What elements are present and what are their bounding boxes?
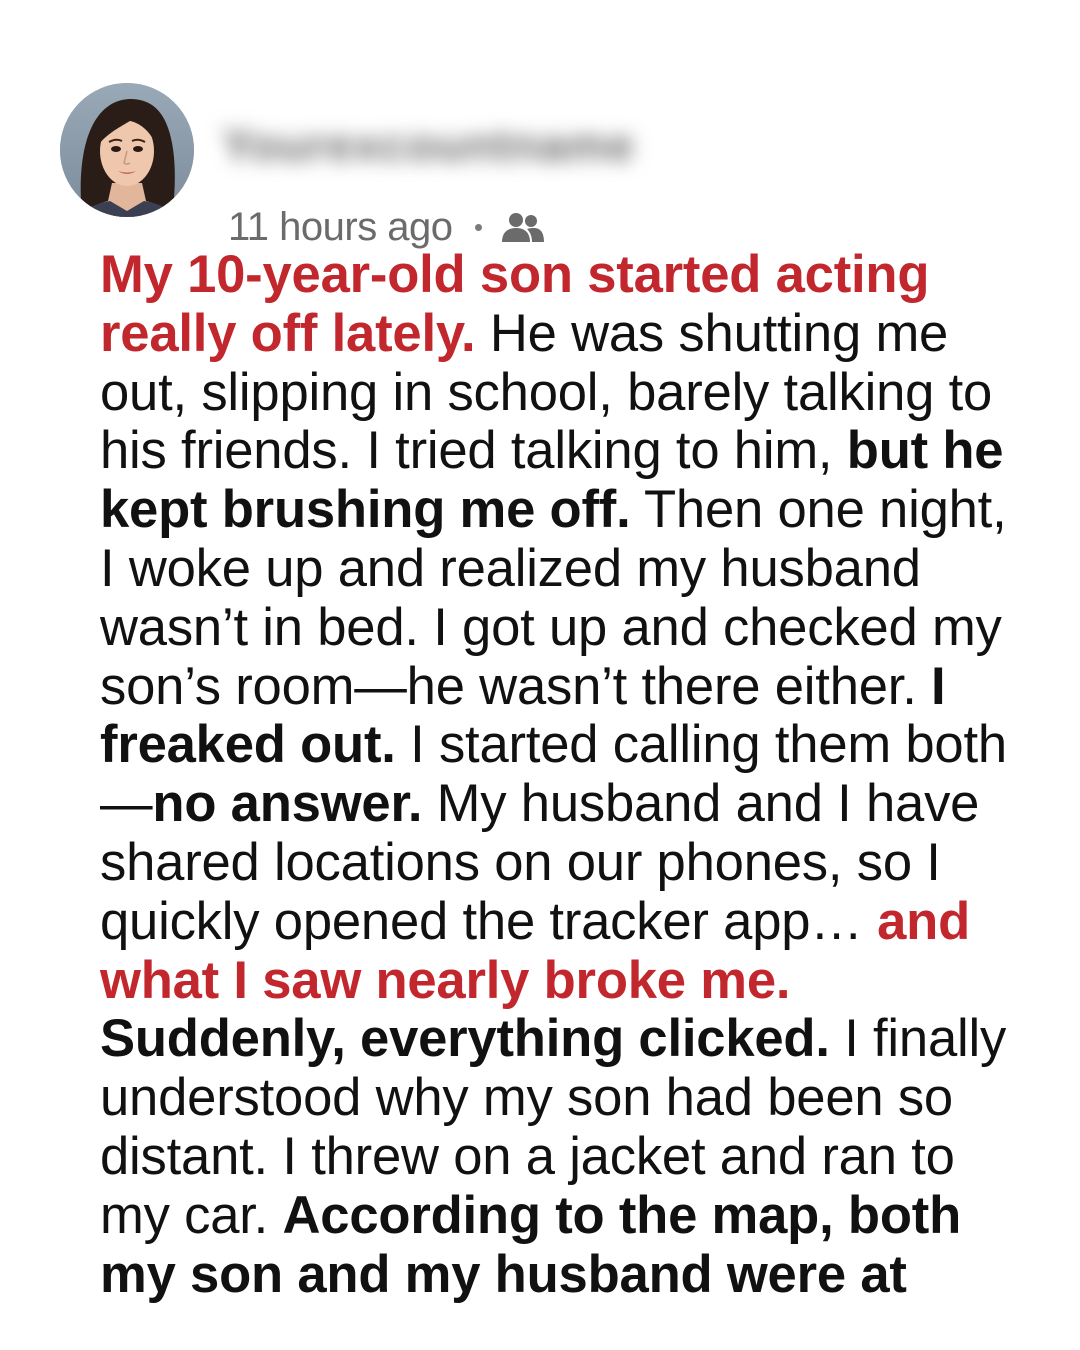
story-segment-normal: He was shutting me out, slipping in school, barely talking to his friends. I tried talking to him, [100,303,993,481]
story-segment-red: My 10-year-old son started acting really off lately. [100,245,930,363]
woman-portrait-avatar-icon [60,83,194,217]
story-segment-bold: but he kept brushing me off. [100,421,1004,540]
story-segment-bold: no answer. [152,774,423,834]
story-segment-bold: I freaked out. [100,656,946,775]
post-meta [228,203,546,251]
story-segment-red: and what I saw nearly broke me. [100,891,971,1010]
story-segment-normal: I started calling them both— [100,715,1007,834]
story-segment-normal: Then one night, I woke up and realized my husband wasn’t in bed. I got up and checked my son’s room—he wasn’t there either. [100,480,1007,716]
author-name[interactable]: Yourexcountname [222,119,635,171]
avatar[interactable] [60,83,194,217]
separator-dot [475,224,482,231]
story-segment-bold: According to the map, both my son and my husband were at [100,1185,962,1304]
story-segment-bold: Suddenly, everything clicked. [100,1009,830,1069]
post-timestamp[interactable]: 11 hours ago [228,204,453,249]
post-header [0,0,1080,260]
friends-icon[interactable] [498,210,546,244]
post-story-text [100,246,1030,1304]
story-segment-normal: I finally understood why my son had been so distant. I threw on a jacket and ran to my car. [100,1009,1007,1245]
story-segment-normal: My husband and I have shared locations on our phones, so I quickly opened the tracker app… [100,774,980,951]
